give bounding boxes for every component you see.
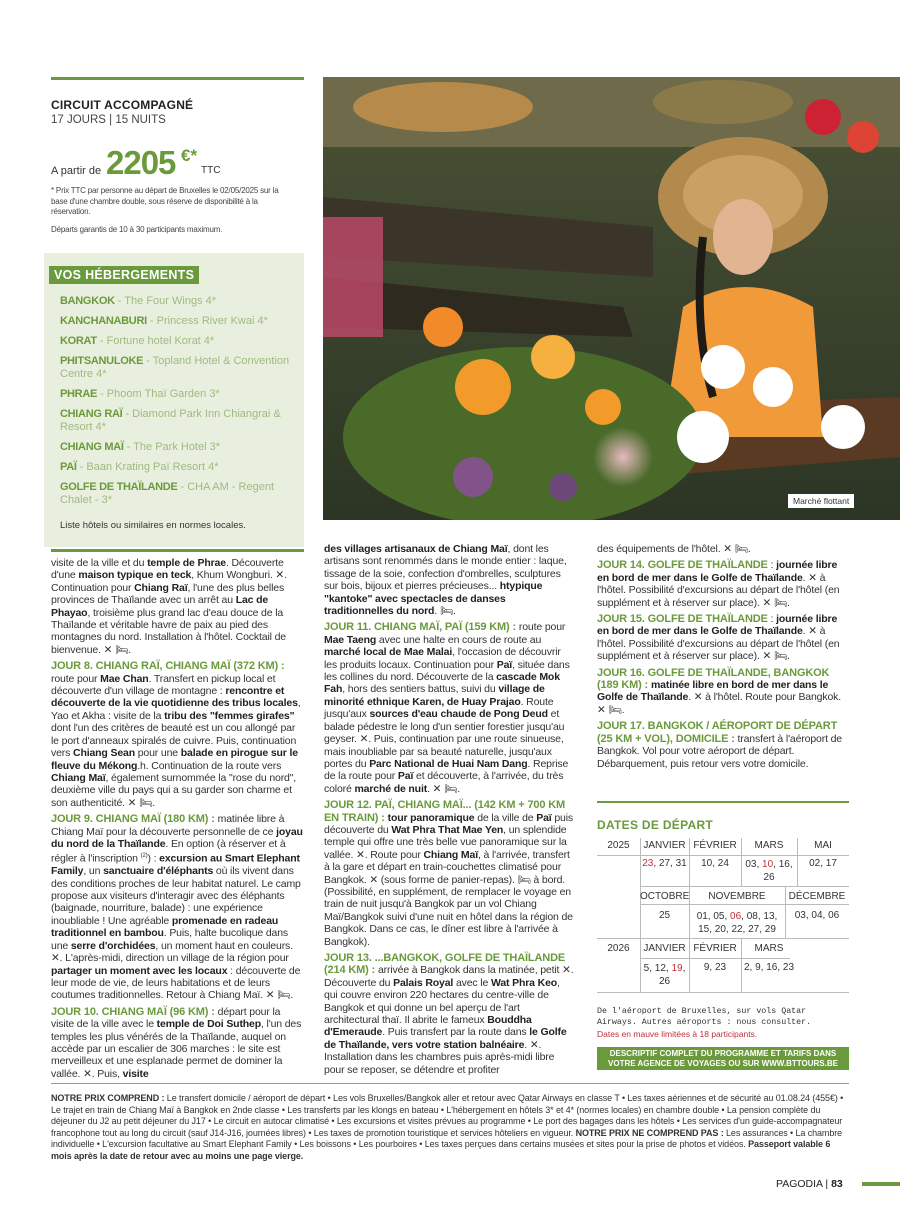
hebergement-city: KORAT <box>60 335 97 347</box>
hebergement-city: PHITSANULOKE <box>60 355 144 367</box>
day9: JOUR 9. CHIANG MAÏ (180 KM) : matinée libre à Chiang Maï pour la découverte personnelle de ce joyau du nord de la Thaïlande. En option (à réserver et à régler à l'inscription $^{(2)}$) : excursion au Smart Elephant Family, un sanctuaire d'éléphants où ils vivent dans des conditions proches de leur habitat naturel. Le camp propose aux visiteurs d'interagir avec des éléphants (baignade, nourriture, balade) : une expérience inoubliable ! Une agréable promenade en radeau traditionnel en bambou. Puis, halte bucolique dans une serre d'orchidées, un moment haut en couleurs. ✕. L'après-midi, direction un village de la région pour partager un moment avec les locaux : découverte de leur mode de vie, de leurs habitations et de leurs coutumes traditionnelles. Retour à Chiang Maï. ✕ 🛏. <box>51 813 303 1002</box>
price-conditions: NOTRE PRIX COMPREND : Le transfert domicile / aéroport de départ • Les vols Bruxelles/Bangkok aller et retour avec Qatar Airways en classe T • Les taxes aériennes et de sécurité au 01.08.24 (455€) • Le trajet en train de Chiang Maï à Bangkok en 2nde classe • Les transferts par les klongs en bateau • L'hébergement en hôtels 3* et 4* (normes locales) en chambre double • La pension complète du déjeuner du J2 au petit déjeuner du J17 • Le circuit en autocar climatisé • Les excursions et visites prévues au programme • Le port des bagages dans les hôtels • Les services d'un guide-accompagnateur francophone tout au long du circuit (sauf J14-J16, journées libres) • Les taxes de promotion touristique et services hôteliers en vigueur. NOTRE PRIX NE COMPREND PAS : Les assurances • La chambre individuelle • L'excursion facultative au Smart Elephant Family • Les boissons • Les pourboires • Les taxes perçues dans certains musées et sites pour la prise de photos et vidéos. Passeport valable 6 mois après la date de retour avec au moins une page vierge. <box>51 1093 844 1161</box>
dates-oct-2025: 25 <box>658 910 671 921</box>
hebergement-hotel: - Diamond Park Inn Chiangrai & Resort 4* <box>60 408 281 433</box>
floating-market-photo <box>323 77 900 520</box>
hebergement-city: GOLFE DE THAÏLANDE <box>60 481 178 493</box>
hebergements-note: Liste hôtels ou similaires en normes locales. <box>60 520 246 531</box>
hebergement-city: BANGKOK <box>60 295 115 307</box>
day15: JOUR 15. GOLFE DE THAÏLANDE : journée libre en bord de mer dans le Golfe de Thaïlande. ✕ à l'hôtel. Possibilité d'excursions au départ de l'hôtel (en supplément et à réserver sur place). ✕ 🛏. <box>597 613 840 663</box>
dates-nov-2025: 01, 05, 06, 08, 13, 15, 20, 22, 27, 29 <box>696 911 778 935</box>
day7-continued: visite de la ville et du temple de Phrae. Découverte d'une maison typique en teck, Khum Wongburi. ✕. Continuation pour Chiang Raï, l'une des plus belles provinces de Thaïlande avec un arrêt au Lac de Phayao, troisième plus grand lac d'eau douce de la Thaïlande et véritable havre de paix au pied des montagnes du nord. Installation à l'hôtel. Cocktail de bienvenue. ✕ 🛏. <box>51 557 287 656</box>
hebergements-title: VOS HÉBERGEMENTS <box>49 266 199 284</box>
circuit-title: CIRCUIT ACCOMPAGNÉ <box>51 98 194 112</box>
month-oct-2025: OCTOBRE <box>640 891 690 902</box>
photo-illustration <box>323 77 900 520</box>
hebergement-item <box>60 441 305 454</box>
hebergement-item <box>60 335 305 348</box>
hebergement-item <box>60 355 305 381</box>
hebergement-hotel: - Topland Hotel & Convention Centre 4* <box>60 355 290 380</box>
day10: JOUR 10. CHIANG MAÏ (96 KM) : départ pour la visite de la ville avec le temple de Doi Suthep, l'un des temples les plus vénérés de la Thaïlande, auquel on accède par un escalier de 306 marches : le site est merveilleux et une esplanade permet de dominer la vallée. ✕. Puis, visite <box>51 1005 302 1080</box>
hebergement-hotel: - Fortune hotel Korat 4* <box>96 335 215 347</box>
hebergement-item <box>60 315 305 328</box>
month-feb-2025: FÉVRIER <box>693 840 737 851</box>
program-info-banner[interactable]: DESCRIPTIF COMPLET DU PROGRAMME ET TARIFS DANS VOTRE AGENCE DE VOYAGES OU SUR WWW.BTTOURS.BE <box>597 1047 849 1070</box>
hebergement-city: CHIANG MAÏ <box>60 441 124 453</box>
hebergement-item <box>60 295 305 308</box>
month-mar-2025: MARS <box>754 840 784 851</box>
price-currency: €* <box>181 146 198 165</box>
price-fine-print: * Prix TTC par personne au départ de Bruxelles le 02/05/2025 sur la base d'une chambre double, sous réserve de disponibilité à la réservation. <box>51 186 279 216</box>
hebergement-item <box>60 388 305 401</box>
hebergement-city: PAÏ <box>60 461 77 473</box>
hebergement-hotel: - The Four Wings 4* <box>114 295 217 307</box>
day13: JOUR 13. ...BANGKOK, GOLFE DE THAÏLANDE (214 KM) : arrivée à Bangkok dans la matinée, petit ✕. Découverte du Palais Royal avec le Wat Phra Keo, qui couvre environ 220 hectares du centre-ville de Bangkok et qui donne un bel aperçu de l'art architectural thaï. Il abrite le fameux Bouddha d'Emeraude. Puis transfert par la route dans le Golfe de Thaïlande, vers votre station balnéaire. ✕. Installation dans les chambres puis après-midi libre pour se reposer, se détendre et profiter <box>324 952 574 1076</box>
month-jan-2026: JANVIER <box>643 943 686 954</box>
limited-dates-note: Dates en mauve limitées à 18 participants. <box>597 1029 758 1039</box>
dates-rule <box>597 801 849 803</box>
dates-mar-2026: 2, 9, 16, 23 <box>743 962 795 973</box>
month-mar-2026: MARS <box>754 943 784 954</box>
itinerary-column-3 <box>597 543 849 774</box>
price-block <box>51 146 304 182</box>
departure-airport-note: De l'aéroport de Bruxelles, sur vols Qatar Airways. Autres aéroports : nous consulter. <box>597 1007 812 1027</box>
hebergement-item <box>60 408 305 434</box>
dates-dec-2025: 03, 04, 06 <box>794 910 840 921</box>
dates-title: DATES DE DÉPART <box>597 818 714 832</box>
footer-bar <box>862 1182 900 1186</box>
day17: JOUR 17. BANGKOK / AÉROPORT DE DÉPART (25 KM + VOL), DOMICILE : transfert à l'aéroport de Bangkok. Vol pour votre aéroport de départ. Débarquement, puis retour vers votre domicile. <box>597 720 842 770</box>
dates-jan-2026: 5, 12, 19, 26 <box>643 963 686 987</box>
day8: JOUR 8. CHIANG RAÏ, CHIANG MAÏ (372 KM) : route pour Mae Chan. Transfert en pickup local et découverte d'un village de montagne : rencontre et découverte de la vie quotidienne des tribus locales, Yao et Akha : visite de la tribu des "femmes girafes" dont l'un des critères de beauté est un cou allongé par le port d'anneaux spiralés de cuivre. Puis, continuation vers Chiang Sean pour une balade en pirogue sur le fleuve du Mékong.h. Continuation de la route vers Chiang Maï, également surnommée la "rose du nord", deuxième ville du pays qui a su garder son charme et son authenticité. ✕ 🛏. <box>51 660 301 809</box>
photo-caption: Marché flottant <box>788 494 854 508</box>
price-value: 2205 <box>106 144 176 181</box>
day12: JOUR 12. PAÏ, CHIANG MAÏ... (142 KM + 700 KM EN TRAIN) : tour panoramique de la ville de Paï puis découverte du Wat Phra That Mae Yen, un splendide temple qui offre une très belle vue panoramique sur la vallée. ✕. Route pour Chiang Maï, à l'arrivée, transfert à la gare et départ en train-couchettes climatisé pour Bangkok. ✕ (sous forme de panier-repas). 🛏 à bord. (Possibilité, en supplément, de remplacer le voyage en train de nuit jusqu'à Bangkok par un vol Chiang Maï/Bangkok suivi d'une nuit en hôtel dans la région de Bangkok. Dans ce cas, le dîner est libre à l'arrivée à Bangkok). <box>324 799 574 948</box>
dates-jan-2025: 23, 27, 31 <box>642 858 687 869</box>
day16: JOUR 16. GOLFE DE THAÏLANDE, BANGKOK (189 KM) : matinée libre en bord de mer dans le Golfe de Thaïlande. ✕ à l'hôtel. Route pour Bangkok. ✕ 🛏. <box>597 666 842 716</box>
page-footer: PAGODIA | 83 <box>776 1178 843 1190</box>
departures-note: Départs garantis de 10 à 30 participants maximum. <box>51 225 223 234</box>
hebergements-rule <box>51 549 304 552</box>
hebergement-hotel: - Phoom Thaï Garden 3* <box>97 388 220 400</box>
hebergement-hotel: - Baan Krating Paï Resort 4* <box>76 461 219 473</box>
day14: JOUR 14. GOLFE DE THAÏLANDE : journée libre en bord de mer dans le Golfe de Thaïlande. ✕ à l'hôtel. Possibilité d'excursions au départ de l'hôtel (en supplément et à réserver sur place). ✕ 🛏. <box>597 559 840 609</box>
dates-feb-2026: 9, 23 <box>703 962 727 973</box>
year-2025: 2025 <box>607 840 630 851</box>
itinerary-column-1 <box>51 557 303 1084</box>
hebergement-hotel: - CHA AM - Regent Chalet - 3* <box>60 481 275 506</box>
price-prefix: A partir de <box>51 165 102 177</box>
hebergement-city: KANCHANABURI <box>60 315 147 327</box>
hebergements-list <box>60 295 305 514</box>
dates-may-2025: 02, 17 <box>809 858 837 869</box>
hebergement-city: PHRAE <box>60 388 98 400</box>
circuit-duration: 17 JOURS | 15 NUITS <box>51 114 166 126</box>
hebergement-hotel: - The Park Hotel 3* <box>123 441 221 453</box>
day11: JOUR 11. CHIANG MAÏ, PAÏ (159 KM) : route pour Mae Taeng avec une halte en cours de route au marché local de Mae Malai, l'occasion de découvrir les produits locaux. Continuation pour Paï, située dans les collines du nord. Découverte de la cascade Mok Fah, hors des sentiers battus, suivi du village de minorité ethnique Karen, de Huay Prajao. Route jusqu'aux sources d'eau chaude de Pong Deud et balade pédestre le long d'un sentier forestier jusqu'au geyser. ✕. Puis, continuation par une route sinueuse, mais inoubliable par sa beauté naturelle, jusqu'aux portes du Parc National de Huai Nam Dang. Reprise de la route pour Paï et découverte, à l'arrivée, du très coloré marché de nuit. ✕ 🛏. <box>324 621 570 795</box>
month-may-2025: MAI <box>814 840 832 851</box>
dates-mar-2025: 03, 10, 16, 26 <box>745 859 793 883</box>
hebergement-city: CHIANG RAÏ <box>60 408 123 420</box>
hebergement-item <box>60 461 305 474</box>
year-2026: 2026 <box>607 943 630 954</box>
day13-continued: des équipements de l'hôtel. ✕ 🛏. <box>597 543 751 555</box>
month-feb-2026: FÉVRIER <box>693 943 737 954</box>
bottom-rule <box>51 1083 849 1084</box>
day10-continued: des villages artisanaux de Chiang Maï, dont les artisans sont renommés dans le monde entier : laque, tissage de la soie, confection d'ombrelles, sculptures sur bois, bijoux et pierres précieuses... htypique "kantoke" avec spectacles de danses traditionnelles du nord. 🛏. <box>324 543 567 618</box>
hebergements-box <box>44 253 304 547</box>
hebergement-hotel: - Princess River Kwai 4* <box>146 315 268 327</box>
hebergement-item <box>60 481 305 507</box>
month-jan-2025: JANVIER <box>643 840 686 851</box>
month-nov-2025: NOVEMBRE <box>708 891 766 902</box>
top-rule <box>51 77 304 80</box>
dates-feb-2025: 10, 24 <box>701 858 729 869</box>
price-suffix: TTC <box>201 165 221 176</box>
itinerary-column-2 <box>324 543 576 1080</box>
month-dec-2025: DÉCEMBRE <box>788 891 846 902</box>
